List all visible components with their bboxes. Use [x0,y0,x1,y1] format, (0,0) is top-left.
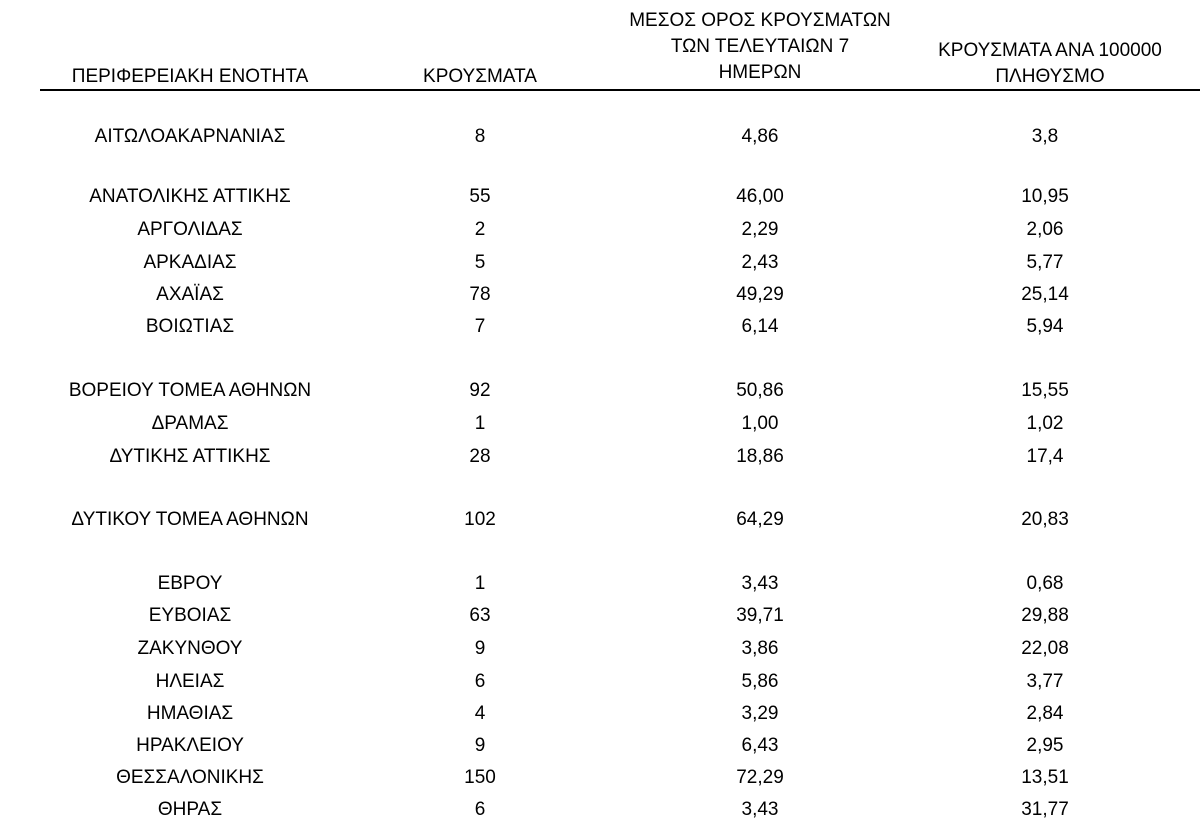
region-cell: ΑΡΓΟΛΙΔΑΣ [137,219,243,240]
avg-cell: 3,86 [741,638,779,659]
per100k-cell: 1,02 [1026,413,1064,434]
cases-cell: 6 [474,671,486,692]
table-row [0,797,1200,823]
table-row [0,184,1200,210]
per100k-cell: 10,95 [1021,186,1069,207]
per100k-cell: 22,08 [1021,638,1069,659]
avg-cell: 2,29 [741,219,779,240]
cases-cell: 9 [474,735,486,756]
cases-cell: 63 [469,605,491,626]
per100k-cell: 2,84 [1026,703,1064,724]
avg-cell: 6,43 [741,735,779,756]
avg-cell: 3,29 [741,703,779,724]
per100k-cell: 2,06 [1026,219,1064,240]
region-cell: ΗΡΑΚΛΕΙΟΥ [136,735,244,756]
cases-cell: 150 [464,767,496,788]
per100k-cell: 3,8 [1031,126,1059,147]
cases-cell: 92 [469,380,491,401]
per100k-cell: 29,88 [1021,605,1069,626]
avg-cell: 49,29 [736,284,784,305]
header-cases: ΚΡΟΥΣΜΑΤΑ [423,66,537,87]
region-cell: ΕΒΡΟΥ [157,573,223,594]
table-row [0,378,1200,404]
avg-cell: 5,86 [741,671,779,692]
header-seven-day-average: ΜΕΣΟΣ ΟΡΟΣ ΚΡΟΥΣΜΑΤΩΝ ΤΩΝ ΤΕΛΕΥΤΑΙΩΝ 7 ΗΜΕΡΩΝ [629,10,891,83]
region-cell: ΘΗΡΑΣ [157,799,223,820]
per100k-cell: 2,95 [1026,735,1064,756]
avg-cell: 1,00 [741,413,779,434]
avg-cell: 2,43 [741,252,779,273]
header-region: ΠΕΡΙΦΕΡΕΙΑΚΗ ΕΝΟΤΗΤΑ [71,66,309,87]
cases-cell: 9 [474,638,486,659]
header-cases-per-100k: ΚΡΟΥΣΜΑΤΑ ΑΝΑ 100000 ΠΛΗΘΥΣΜΟ [938,40,1162,87]
table-row [0,507,1200,533]
avg-cell: 3,43 [741,799,779,820]
table-row [0,444,1200,470]
avg-cell: 72,29 [736,767,784,788]
table-row [0,733,1200,759]
per100k-cell: 17,4 [1026,446,1064,467]
region-cell: ΕΥΒΟΙΑΣ [148,605,232,626]
per100k-cell: 5,94 [1026,316,1064,337]
avg-cell: 64,29 [736,509,784,530]
region-cell: ΑΙΤΩΛΟΑΚΑΡΝΑΝΙΑΣ [94,126,286,147]
avg-cell: 46,00 [736,186,784,207]
avg-cell: 4,86 [741,126,779,147]
cases-cell: 7 [474,316,486,337]
cases-cell: 8 [474,126,486,147]
region-cell: ΘΕΣΣΑΛΟΝΙΚΗΣ [116,767,264,788]
per100k-cell: 3,77 [1026,671,1064,692]
cases-cell: 4 [474,703,486,724]
table-row [0,411,1200,437]
cases-cell: 78 [469,284,491,305]
table-row [0,124,1200,150]
table-row [0,603,1200,629]
avg-cell: 18,86 [736,446,784,467]
per100k-cell: 25,14 [1021,284,1069,305]
avg-cell: 50,86 [736,380,784,401]
table-row [0,636,1200,662]
cases-cell: 1 [474,573,486,594]
region-cell: ΗΜΑΘΙΑΣ [146,703,234,724]
region-cell: ΒΟΙΩΤΙΑΣ [145,316,235,337]
region-cell: ΑΝΑΤΟΛΙΚΗΣ ΑΤΤΙΚΗΣ [89,186,291,207]
cases-cell: 6 [474,799,486,820]
table-row [0,282,1200,308]
region-cell: ΗΛΕΙΑΣ [155,671,225,692]
cases-cell: 1 [474,413,486,434]
cases-cell: 5 [474,252,486,273]
per100k-cell: 15,55 [1021,380,1069,401]
region-cell: ΖΑΚΥΝΘΟΥ [137,638,243,659]
avg-cell: 3,43 [741,573,779,594]
region-cell: ΑΧΑΪΑΣ [156,284,224,305]
table-row [0,701,1200,727]
avg-cell: 6,14 [741,316,779,337]
table-row [0,765,1200,791]
per100k-cell: 13,51 [1021,767,1069,788]
cases-cell: 28 [469,446,491,467]
per100k-cell: 5,77 [1026,252,1064,273]
region-cell: ΔΥΤΙΚΗΣ ΑΤΤΙΚΗΣ [109,446,271,467]
cases-cell: 55 [469,186,491,207]
table-row [0,250,1200,276]
region-cell: ΑΡΚΑΔΙΑΣ [143,252,237,273]
region-cell: ΔΡΑΜΑΣ [151,413,229,434]
per100k-cell: 20,83 [1021,509,1069,530]
table-row [0,669,1200,695]
region-cell: ΔΥΤΙΚΟΥ ΤΟΜΕΑ ΑΘΗΝΩΝ [71,509,309,530]
per100k-cell: 31,77 [1021,799,1069,820]
cases-cell: 102 [464,509,496,530]
table-row [0,314,1200,340]
region-cell: ΒΟΡΕΙΟΥ ΤΟΜΕΑ ΑΘΗΝΩΝ [68,380,312,401]
cases-cell: 2 [474,219,486,240]
per100k-cell: 0,68 [1026,573,1064,594]
table-row [0,217,1200,243]
avg-cell: 39,71 [736,605,784,626]
table-row [0,571,1200,597]
